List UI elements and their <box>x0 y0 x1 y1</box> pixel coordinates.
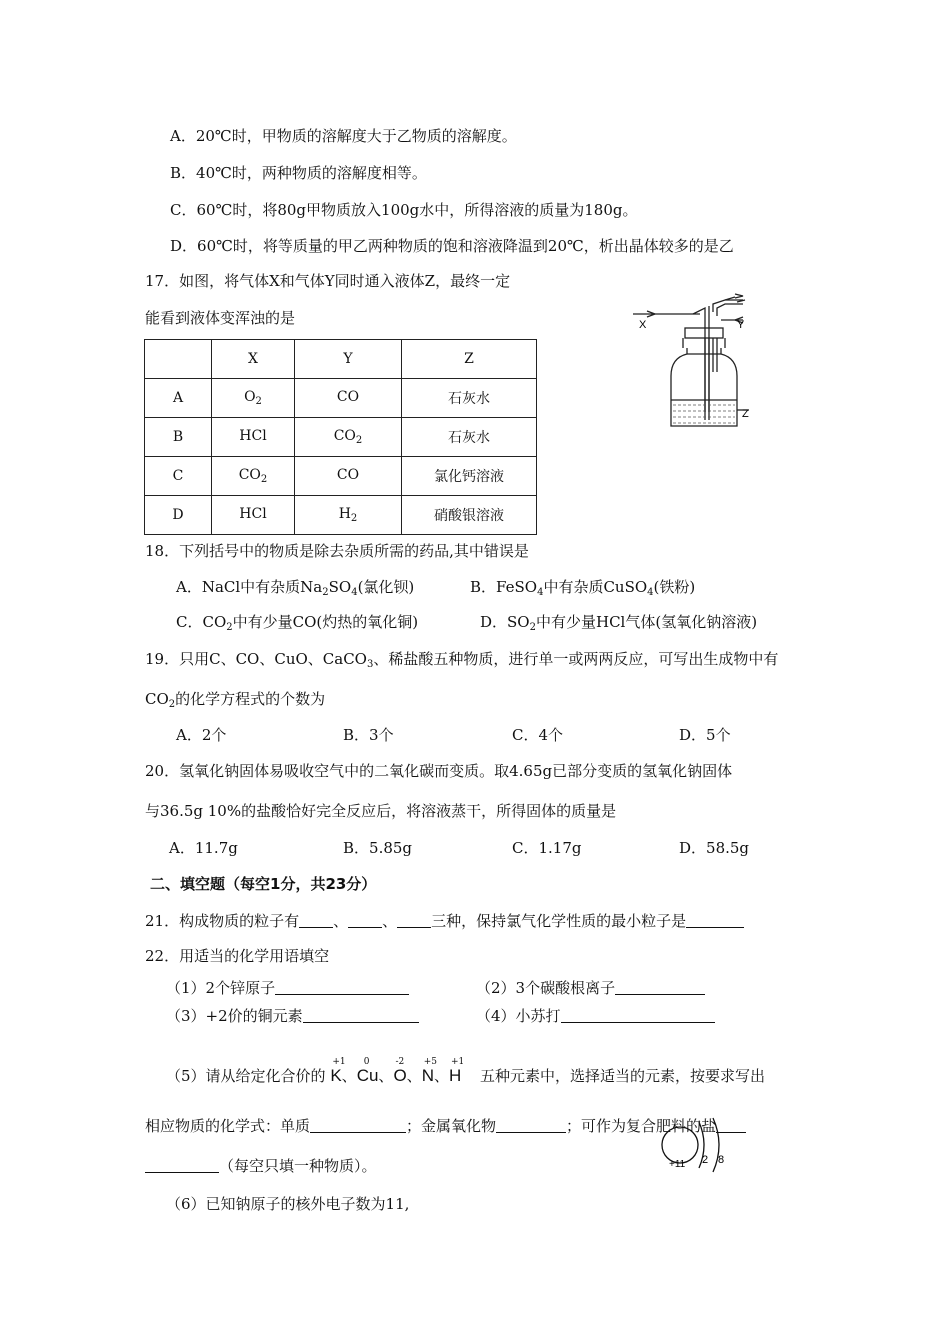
table-cell-option: D <box>145 496 212 535</box>
text: 、 <box>382 912 398 930</box>
table-cell-option: A <box>145 379 212 418</box>
separator: 、 <box>433 1067 449 1085</box>
text: 中有少量HCl气体(氢氧化钠溶液) <box>535 613 758 631</box>
nucleus-charge: +11 <box>669 1159 686 1170</box>
valence: +1 <box>450 1057 465 1067</box>
formula-text: CO <box>336 389 360 405</box>
answer-blank[interactable] <box>275 979 409 995</box>
shell2-count: 8 <box>718 1154 725 1166</box>
table-header-row <box>145 340 537 379</box>
text: ；可作为复合肥料的盐 <box>566 1117 717 1135</box>
text: 相应物质的化学式：单质 <box>145 1117 311 1135</box>
table-row <box>145 379 537 418</box>
separator: 、 <box>341 1067 357 1085</box>
formula-text: H <box>338 506 351 522</box>
text: 五种元素中，选择适当的元素，按要求写出 <box>480 1067 766 1085</box>
subscript: 2 <box>260 474 268 485</box>
table-cell-option: B <box>145 418 212 457</box>
table-header-cell <box>145 340 212 379</box>
q22-sub2 <box>476 978 705 998</box>
separator: 、 <box>406 1067 422 1085</box>
table-cell-z: 氯化钙溶液 <box>402 457 537 496</box>
text: B．FeSO <box>470 578 538 596</box>
text: (铁粉) <box>653 578 696 596</box>
text: SO <box>328 578 352 596</box>
subscript: 2 <box>168 699 176 710</box>
separator: 、 <box>378 1067 394 1085</box>
q16-option-c: C．60℃时，将80g甲物质放入100g水中，所得溶液的质量为180g。 <box>170 201 638 219</box>
symbol: N <box>421 1066 434 1085</box>
table-row <box>145 496 537 535</box>
subscript: 4 <box>537 587 544 598</box>
table-cell-x <box>212 418 295 457</box>
q20-option-d: D．58.5g <box>679 839 750 857</box>
text: 19．只用C、CO、CuO、CaCO <box>145 650 367 668</box>
q17-table <box>144 339 537 535</box>
symbol: K <box>330 1066 342 1085</box>
subscript: 4 <box>647 587 654 598</box>
q22-sub4 <box>476 1006 715 1026</box>
q22-sub3 <box>166 1006 419 1026</box>
q16-option-a: A．20℃时，甲物质的溶解度大于乙物质的溶解度。 <box>170 127 517 145</box>
table-header-cell: Z <box>402 340 537 379</box>
sodium-atom-diagram <box>655 1110 745 1180</box>
symbol: Cu <box>356 1066 379 1085</box>
q20-option-b: B．5.85g <box>343 839 413 857</box>
q16-option-d: D．60℃时，将等质量的甲乙两种物质的饱和溶液降温到20℃，析出晶体较多的是乙 <box>170 237 734 255</box>
table-cell-x <box>212 457 295 496</box>
answer-blank[interactable] <box>299 912 333 928</box>
q17-stem-line1: 17．如图，将气体X和气体Y同时通入液体Z，最终一定 <box>145 272 511 290</box>
subscript: 2 <box>529 622 536 633</box>
subscript: 2 <box>322 587 329 598</box>
valence: -2 <box>395 1057 405 1067</box>
table-cell-z: 石灰水 <box>402 379 537 418</box>
q20-stem-line1: 20．氢氧化钠固体易吸收空气中的二氧化碳而变质。取4.65g已部分变质的氢氧化钠固体 <box>145 762 733 780</box>
q19-stem-line2 <box>145 689 325 715</box>
answer-blank[interactable] <box>615 979 705 995</box>
text: （2）3个碳酸根离子 <box>476 979 616 997</box>
q21-stem <box>145 911 744 931</box>
gas-washing-bottle-figure <box>625 292 785 442</box>
nucleus-circle <box>662 1127 698 1163</box>
label-x: X <box>639 319 647 331</box>
q22-sub5-line1 <box>166 1057 766 1086</box>
q19-option-c: C．4个 <box>512 726 564 744</box>
element-n <box>421 1057 437 1086</box>
section-heading: 二、填空题（每空1分，共23分） <box>150 875 377 893</box>
table-cell-x <box>212 496 295 535</box>
q16-option-b: B．40℃时，两种物质的溶解度相等。 <box>170 164 427 182</box>
element-cu <box>356 1057 379 1086</box>
text: C．CO <box>176 613 227 631</box>
text: CO <box>145 690 169 708</box>
label-z: Z <box>742 408 749 420</box>
subscript: 2 <box>355 435 363 446</box>
symbol: O <box>393 1066 407 1085</box>
answer-blank[interactable] <box>348 912 382 928</box>
q20-option-a: A．11.7g <box>169 839 238 857</box>
text: 21．构成物质的粒子有 <box>145 912 300 930</box>
q17-stem-line2: 能看到液体变浑浊的是 <box>145 309 296 327</box>
text: （4）小苏打 <box>476 1007 561 1025</box>
table-cell-z: 硝酸银溶液 <box>402 496 537 535</box>
answer-blank[interactable] <box>310 1117 406 1133</box>
q18-option-a <box>176 577 414 603</box>
answer-blank[interactable] <box>303 1007 419 1023</box>
table-cell-y <box>295 457 402 496</box>
q20-option-c: C．1.17g <box>512 839 582 857</box>
element-h <box>448 1057 465 1086</box>
text: （1）2个锌原子 <box>166 979 276 997</box>
subscript: 3 <box>366 659 374 670</box>
valence: 0 <box>363 1057 370 1067</box>
valence: +5 <box>423 1057 437 1067</box>
answer-blank[interactable] <box>496 1117 566 1133</box>
text: 、稀盐酸五种物质，进行单一或两两反应，可写出生成物中有 <box>373 650 779 668</box>
label-y: Y <box>737 319 745 331</box>
formula-text: HCl <box>239 428 267 444</box>
table-row <box>145 457 537 496</box>
text: ；金属氧化物 <box>406 1117 497 1135</box>
table-cell-y <box>295 496 402 535</box>
q19-option-b: B．3个 <box>343 726 394 744</box>
q18-option-d <box>480 612 757 638</box>
answer-blank[interactable] <box>397 912 431 928</box>
table-cell-option: C <box>145 457 212 496</box>
table-cell-y <box>295 379 402 418</box>
element-o <box>393 1057 407 1086</box>
table-header-cell: Y <box>295 340 402 379</box>
formula-text: CO <box>333 428 356 444</box>
q19-option-d: D．5个 <box>679 726 731 744</box>
text: 中有少量CO(灼热的氧化铜) <box>232 613 419 631</box>
formula-text: CO <box>336 467 360 483</box>
text: （5）请从给定化合价的 <box>166 1067 326 1085</box>
formula-text: O <box>244 389 256 405</box>
text: A．NaCl中有杂质Na <box>176 578 323 596</box>
q18-option-c <box>176 612 418 638</box>
table-header-cell: X <box>212 340 295 379</box>
q19-stem-line1 <box>145 649 778 675</box>
table-cell-y <box>295 418 402 457</box>
q22-sub5-line3 <box>145 1156 377 1176</box>
valence: +1 <box>332 1057 346 1067</box>
answer-blank[interactable] <box>561 1007 715 1023</box>
table-cell-z: 石灰水 <box>402 418 537 457</box>
formula-text: CO <box>238 467 261 483</box>
table-row <box>145 418 537 457</box>
subscript: 4 <box>351 587 358 598</box>
text: D．SO <box>480 613 530 631</box>
q22-sub6: （6）已知钠原子的核外电子数为11, <box>166 1195 410 1213</box>
text: 的化学方程式的个数为 <box>175 690 326 708</box>
subscript: 2 <box>255 396 262 407</box>
symbol: H <box>448 1066 462 1085</box>
subscript: 2 <box>350 513 358 524</box>
q19-option-a: A．2个 <box>176 726 227 744</box>
answer-blank[interactable] <box>686 912 744 928</box>
q18-stem: 18．下列括号中的物质是除去杂质所需的药品,其中错误是 <box>145 542 529 560</box>
answer-blank[interactable] <box>145 1157 219 1173</box>
subscript: 2 <box>226 622 233 633</box>
table-cell-x <box>212 379 295 418</box>
text: 中有杂质CuSO <box>543 578 648 596</box>
q22-sub1 <box>166 978 409 998</box>
element-k <box>330 1057 346 1086</box>
q18-option-b <box>470 577 695 603</box>
text: （每空只填一种物质）。 <box>219 1157 377 1175</box>
text: （3）+2价的铜元素 <box>166 1007 303 1025</box>
formula-text: HCl <box>239 506 267 522</box>
q20-stem-line2: 与36.5g 10%的盐酸恰好完全反应后，将溶液蒸干，所得固体的质量是 <box>145 802 617 820</box>
shell1-count: 2 <box>702 1154 709 1166</box>
text: 三种，保持氯气化学性质的最小粒子是 <box>431 912 687 930</box>
text: (氯化钡) <box>357 578 415 596</box>
q22-stem: 22．用适当的化学用语填空 <box>145 947 330 965</box>
text: 、 <box>333 912 349 930</box>
